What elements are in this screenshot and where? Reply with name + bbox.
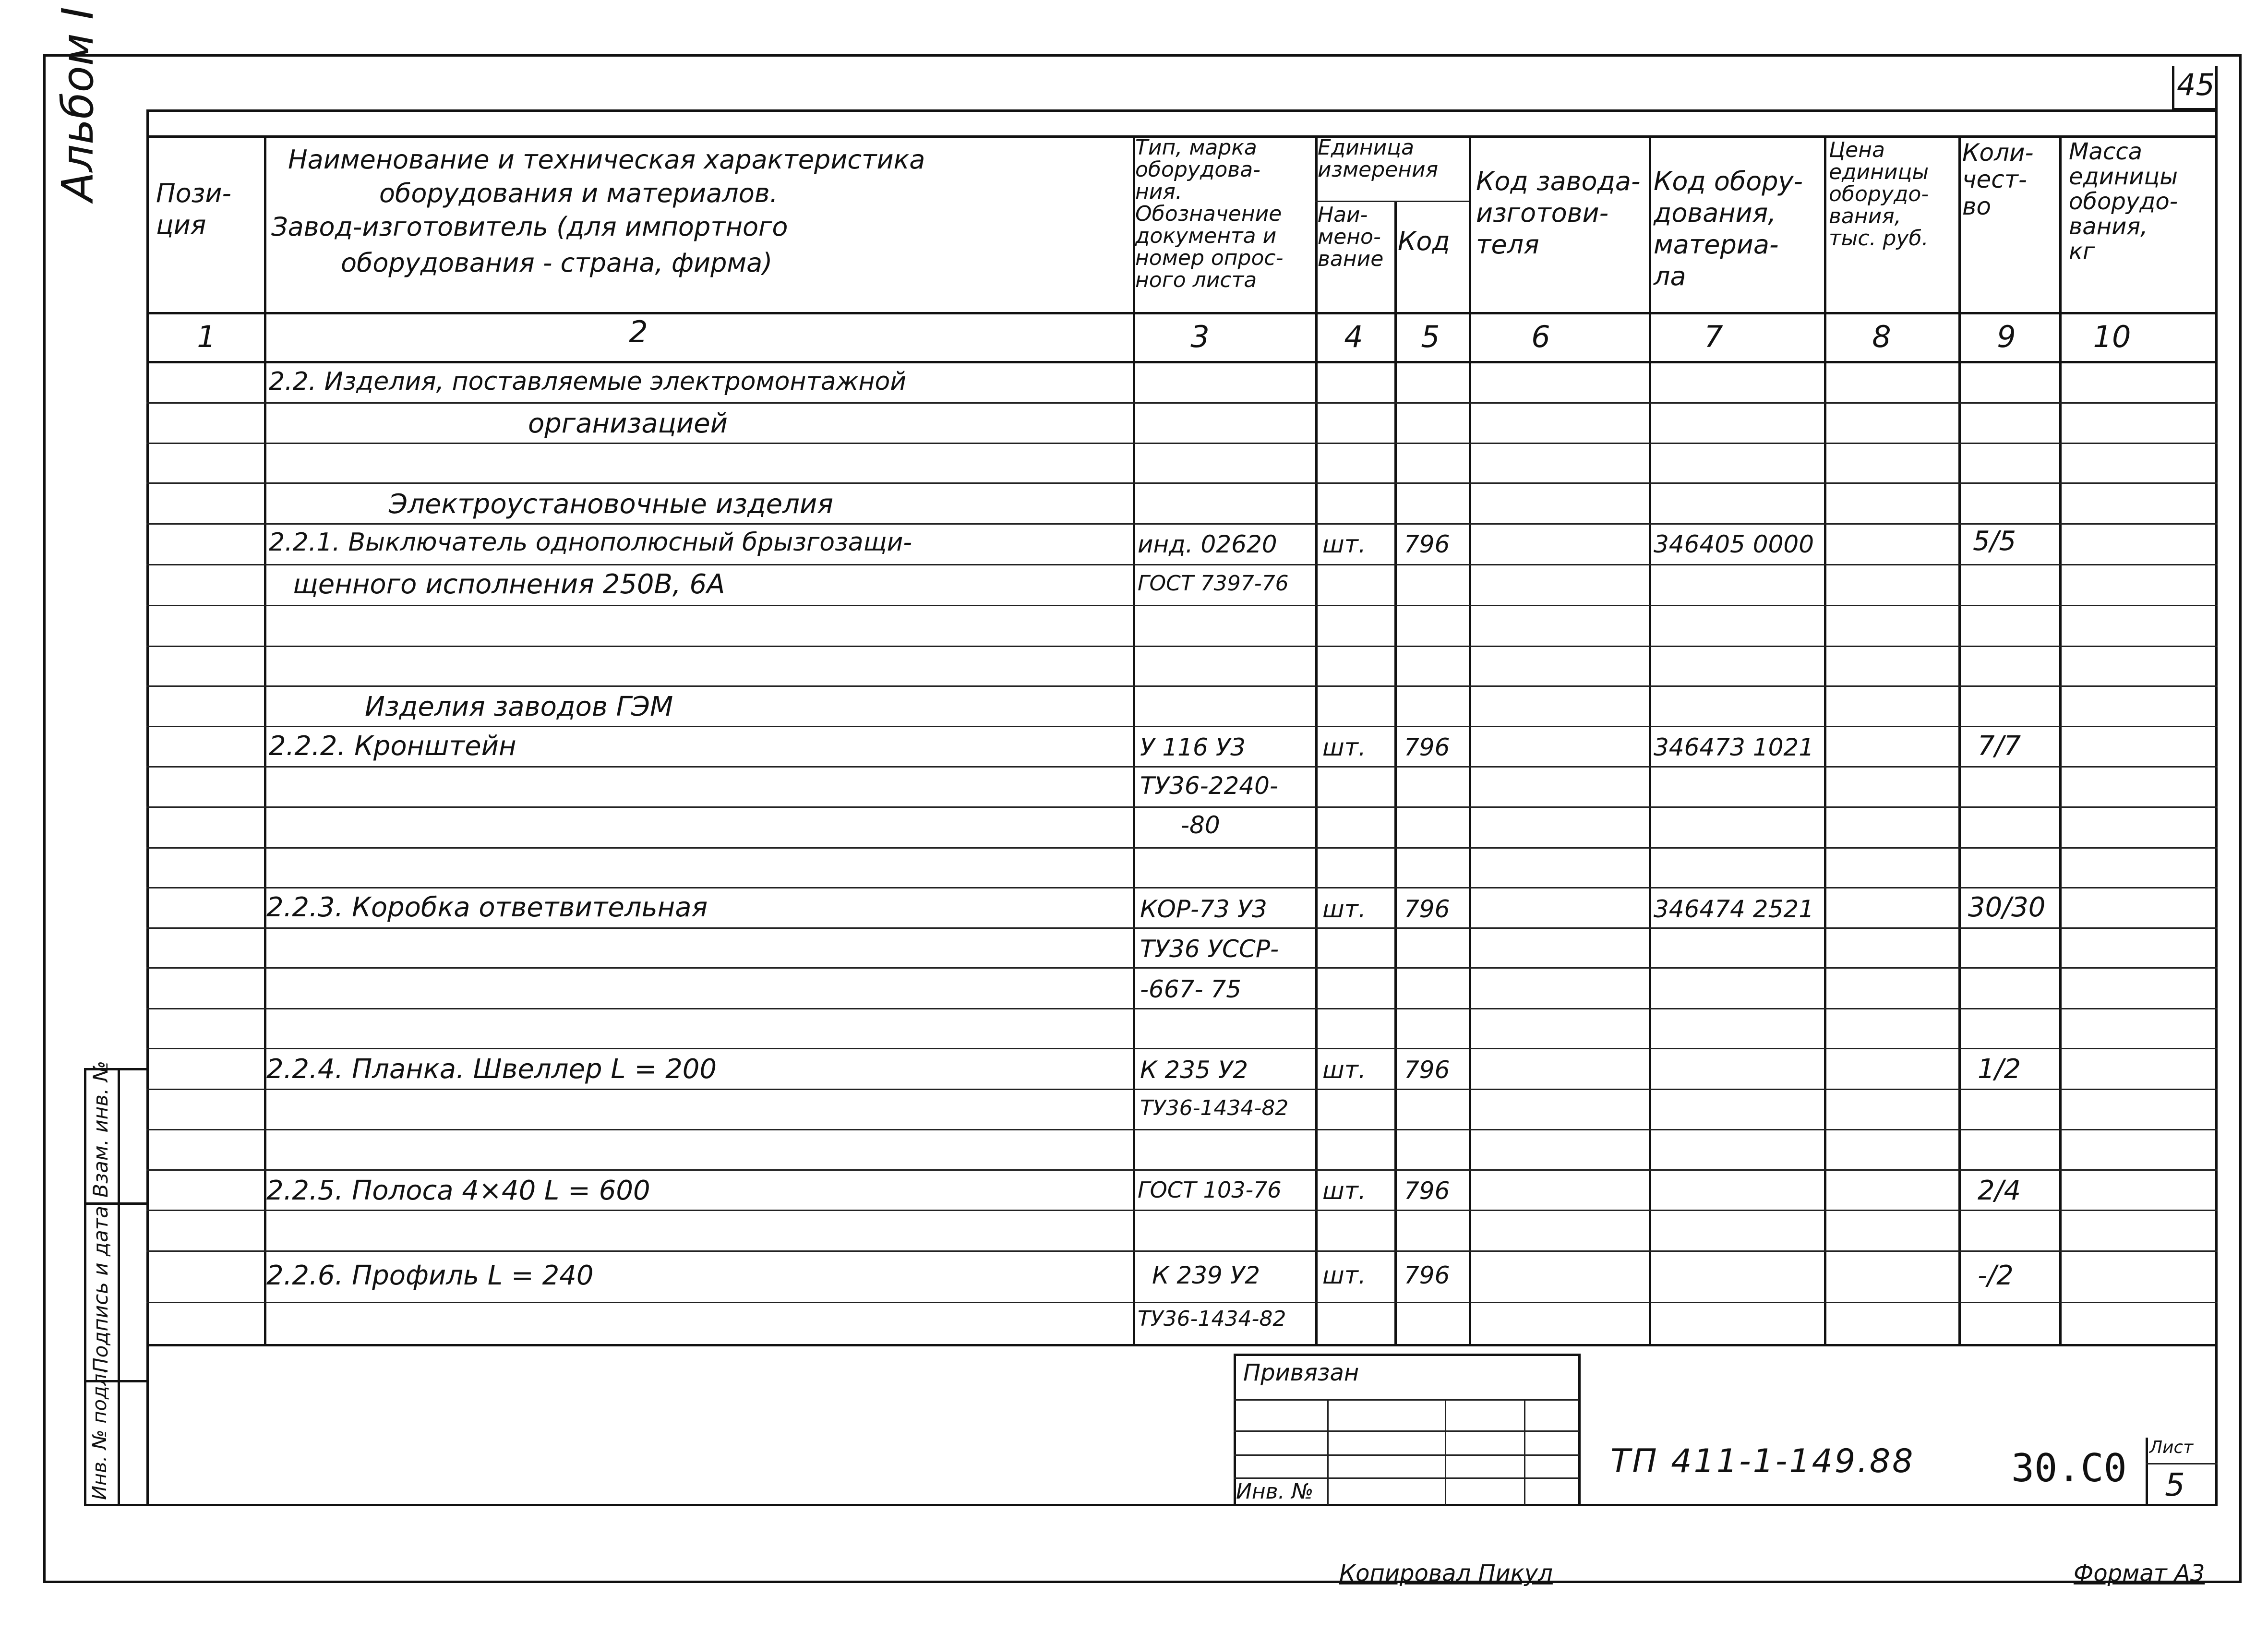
col-number-10: 10 (2093, 319, 2131, 354)
header-plant-code: Код завода- изготови- теля (1476, 166, 1641, 260)
unit-group-divider (1315, 201, 1469, 202)
stamp-box-right (1578, 1354, 1581, 1505)
header-name-line-4: оборудования - страна, фирма) (341, 248, 773, 278)
row-line (146, 646, 2218, 647)
header-unit-code: Код (1398, 226, 1450, 256)
row-line (146, 482, 2218, 484)
col-line-9 (2059, 135, 2062, 1344)
list-number: 5 (2165, 1466, 2185, 1503)
item-222-type-line-3: -80 (1181, 811, 1220, 839)
col-number-3: 3 (1190, 319, 1210, 354)
stamp-box-row-4 (1234, 1477, 1579, 1479)
table-bottom (146, 1504, 2218, 1506)
side-stamp-original-inv: Инв. № подл. (89, 1368, 111, 1500)
col-line-5 (1469, 135, 1471, 1344)
item-226-type-line-2: ТУ36-1434-82 (1138, 1307, 1286, 1331)
item-221-name-line-1: 2.2.1. Выключатель однополюсный брызгозащи- (269, 528, 912, 557)
item-222-material-code: 346473 1021 (1654, 733, 1814, 761)
doc-code: ТП 411-1-149.88 (1610, 1442, 1915, 1480)
row-line (146, 564, 2218, 565)
section-title-line-1: 2.2. Изделия, поставляемые электромонтажной (269, 367, 907, 396)
table-top (146, 109, 2218, 112)
col-line-8 (1958, 135, 1961, 1344)
col-line-4 (1394, 202, 1397, 1344)
side-stamp-mid (118, 1068, 120, 1505)
stamp-box-row-1 (1234, 1399, 1579, 1401)
row-line (146, 927, 2218, 929)
col-number-2: 2 (629, 314, 648, 349)
item-225-type: ГОСТ 103-76 (1138, 1177, 1282, 1203)
item-222-quantity: 7/7 (1978, 731, 2021, 762)
outer-frame-bottom (43, 1581, 2242, 1583)
item-221-unit-code: 796 (1404, 530, 1450, 558)
item-223-material-code: 346474 2521 (1654, 895, 1814, 923)
item-226-unit-code: 796 (1404, 1261, 1450, 1289)
row-line (146, 1008, 2218, 1009)
subsection-gem-plants: Изделия заводов ГЭМ (365, 691, 673, 722)
row-line (146, 887, 2218, 888)
row-line (146, 605, 2218, 606)
row-line (146, 1089, 2218, 1090)
item-226-name: 2.2.6. Профиль L = 240 (266, 1260, 594, 1291)
item-224-unit-code: 796 (1404, 1056, 1450, 1084)
item-224-type-line-1: К 235 У2 (1140, 1056, 1248, 1084)
header-name-line-1: Наименование и техническая характеристика (288, 144, 925, 175)
item-225-unit: шт. (1322, 1177, 1366, 1205)
header-material-code: Код обору- дования, материа- ла (1654, 166, 1803, 291)
side-stamp-left (84, 1068, 86, 1505)
header-mass: Масса единицы оборудо- вания, кг (2069, 138, 2178, 265)
row-line (146, 402, 2218, 404)
header-type: Тип, марка оборудова- ния. Обозначение документа и номер опрос- ного листа (1135, 135, 1284, 292)
item-222-type-line-1: У 116 У3 (1140, 733, 1246, 761)
header-price: Цена единицы оборудо- вания, тыс. руб. (1829, 138, 1929, 251)
list-box-left (2146, 1438, 2148, 1505)
header-bottom (146, 312, 2218, 314)
header-unit-group: Единица измерения (1318, 135, 1439, 182)
stamp-box-top (1234, 1354, 1579, 1356)
col-number-1: 1 (197, 319, 216, 354)
row-line (146, 1129, 2218, 1130)
row-line (146, 967, 2218, 969)
item-224-unit: шт. (1322, 1056, 1366, 1084)
row-line (146, 806, 2218, 808)
footer-format: Формат А3 (2074, 1560, 2205, 1587)
side-stamp-bottom (84, 1504, 146, 1506)
item-224-type-line-2: ТУ36-1434-82 (1140, 1096, 1289, 1120)
stamp-box-row-3 (1234, 1454, 1579, 1456)
list-box-divider (2146, 1463, 2218, 1464)
header-position: Пози- ция (156, 178, 231, 240)
item-223-unit: шт. (1322, 895, 1366, 923)
stamp-box-col-3 (1524, 1399, 1525, 1505)
item-226-quantity: -/2 (1978, 1260, 2014, 1291)
item-221-quantity: 5/5 (1973, 526, 2016, 557)
footer-copied-by: Копировал Пикул (1339, 1560, 1553, 1587)
header-quantity: Коли- чест- во (1962, 139, 2034, 220)
item-225-quantity: 2/4 (1978, 1175, 2021, 1206)
side-stamp-replacement-inv: Взам. инв. № (89, 1060, 112, 1198)
col-number-5: 5 (1421, 319, 1440, 354)
item-221-name-line-2: щенного исполнения 250В, 6А (293, 569, 725, 600)
item-223-name: 2.2.3. Коробка ответвительная (266, 892, 708, 923)
row-line (146, 1302, 2218, 1303)
item-223-quantity: 30/30 (1968, 892, 2046, 923)
side-stamp-signature-date: Подпись и дата (89, 1206, 112, 1373)
item-226-unit: шт. (1322, 1261, 1366, 1289)
item-221-material-code: 346405 0000 (1654, 530, 1814, 558)
sheet-number-box-right (2215, 66, 2218, 109)
stamp-privyazan: Привязан (1243, 1359, 1359, 1386)
item-221-unit: шт. (1322, 530, 1366, 558)
section-title-line-2: организацией (528, 408, 728, 439)
item-224-quantity: 1/2 (1978, 1054, 2021, 1085)
row-line (146, 1250, 2218, 1252)
outer-frame-right (2239, 54, 2242, 1581)
row-line (146, 847, 2218, 849)
sheet-number-box-left (2172, 66, 2174, 109)
item-223-type-line-1: КОР-73 У3 (1140, 895, 1267, 923)
row-line (146, 1210, 2218, 1211)
col-line-6 (1649, 135, 1651, 1344)
subsection-electrical-fittings: Электроустановочные изделия (389, 489, 833, 520)
col-number-7: 7 (1704, 319, 1723, 354)
stamp-box-col-2 (1445, 1399, 1446, 1505)
row-line (146, 766, 2218, 768)
row-line (146, 443, 2218, 444)
outer-frame-left (43, 54, 46, 1581)
item-225-name: 2.2.5. Полоса 4×40 L = 600 (266, 1175, 650, 1206)
stamp-box-row-2 (1234, 1430, 1579, 1432)
item-225-unit-code: 796 (1404, 1177, 1450, 1205)
item-222-unit-code: 796 (1404, 733, 1450, 761)
item-222-unit: шт. (1322, 733, 1366, 761)
doc-suffix: 30.С0 (2011, 1446, 2127, 1490)
col-line-3 (1315, 135, 1318, 1344)
row-line (146, 726, 2218, 727)
col-number-8: 8 (1872, 319, 1891, 354)
col-number-6: 6 (1531, 319, 1550, 354)
outer-frame-top (43, 54, 2242, 57)
table-data-bottom (146, 1344, 2218, 1346)
item-221-type-line-2: ГОСТ 7397-76 (1138, 571, 1289, 596)
side-stamp-div-1 (84, 1202, 146, 1205)
colnum-bottom (146, 361, 2218, 363)
item-224-name: 2.2.4. Планка. Швеллер L = 200 (266, 1054, 717, 1085)
col-line-1 (264, 135, 266, 1344)
stamp-box-col-1 (1327, 1399, 1329, 1505)
stamp-inv-number: Инв. № (1236, 1479, 1314, 1504)
header-name-line-3: Завод-изготовитель (для импортного (271, 212, 788, 242)
item-222-name: 2.2.2. Кронштейн (269, 731, 516, 762)
list-label: Лист (2149, 1438, 2194, 1457)
row-line (146, 1169, 2218, 1171)
col-line-7 (1824, 135, 1826, 1344)
album-label: Альбом I (53, 7, 103, 202)
header-name-line-2: оборудования и материалов. (379, 178, 778, 208)
row-line (146, 523, 2218, 525)
sheet-number: 45 (2177, 67, 2215, 102)
header-unit-name: Наи- мено- вание (1318, 203, 1384, 271)
item-223-unit-code: 796 (1404, 895, 1450, 923)
item-222-type-line-2: ТУ36-2240- (1140, 772, 1278, 800)
item-223-type-line-2: ТУ36 УССР- (1140, 935, 1279, 963)
item-226-type-line-1: К 239 У2 (1152, 1261, 1260, 1289)
col-line-2 (1133, 135, 1135, 1344)
item-221-type-line-1: инд. 02620 (1138, 530, 1277, 558)
item-223-type-line-3: -667- 75 (1140, 975, 1242, 1003)
row-line (146, 685, 2218, 687)
col-number-9: 9 (1997, 319, 2016, 354)
row-line (146, 1048, 2218, 1049)
col-number-4: 4 (1344, 319, 1363, 354)
